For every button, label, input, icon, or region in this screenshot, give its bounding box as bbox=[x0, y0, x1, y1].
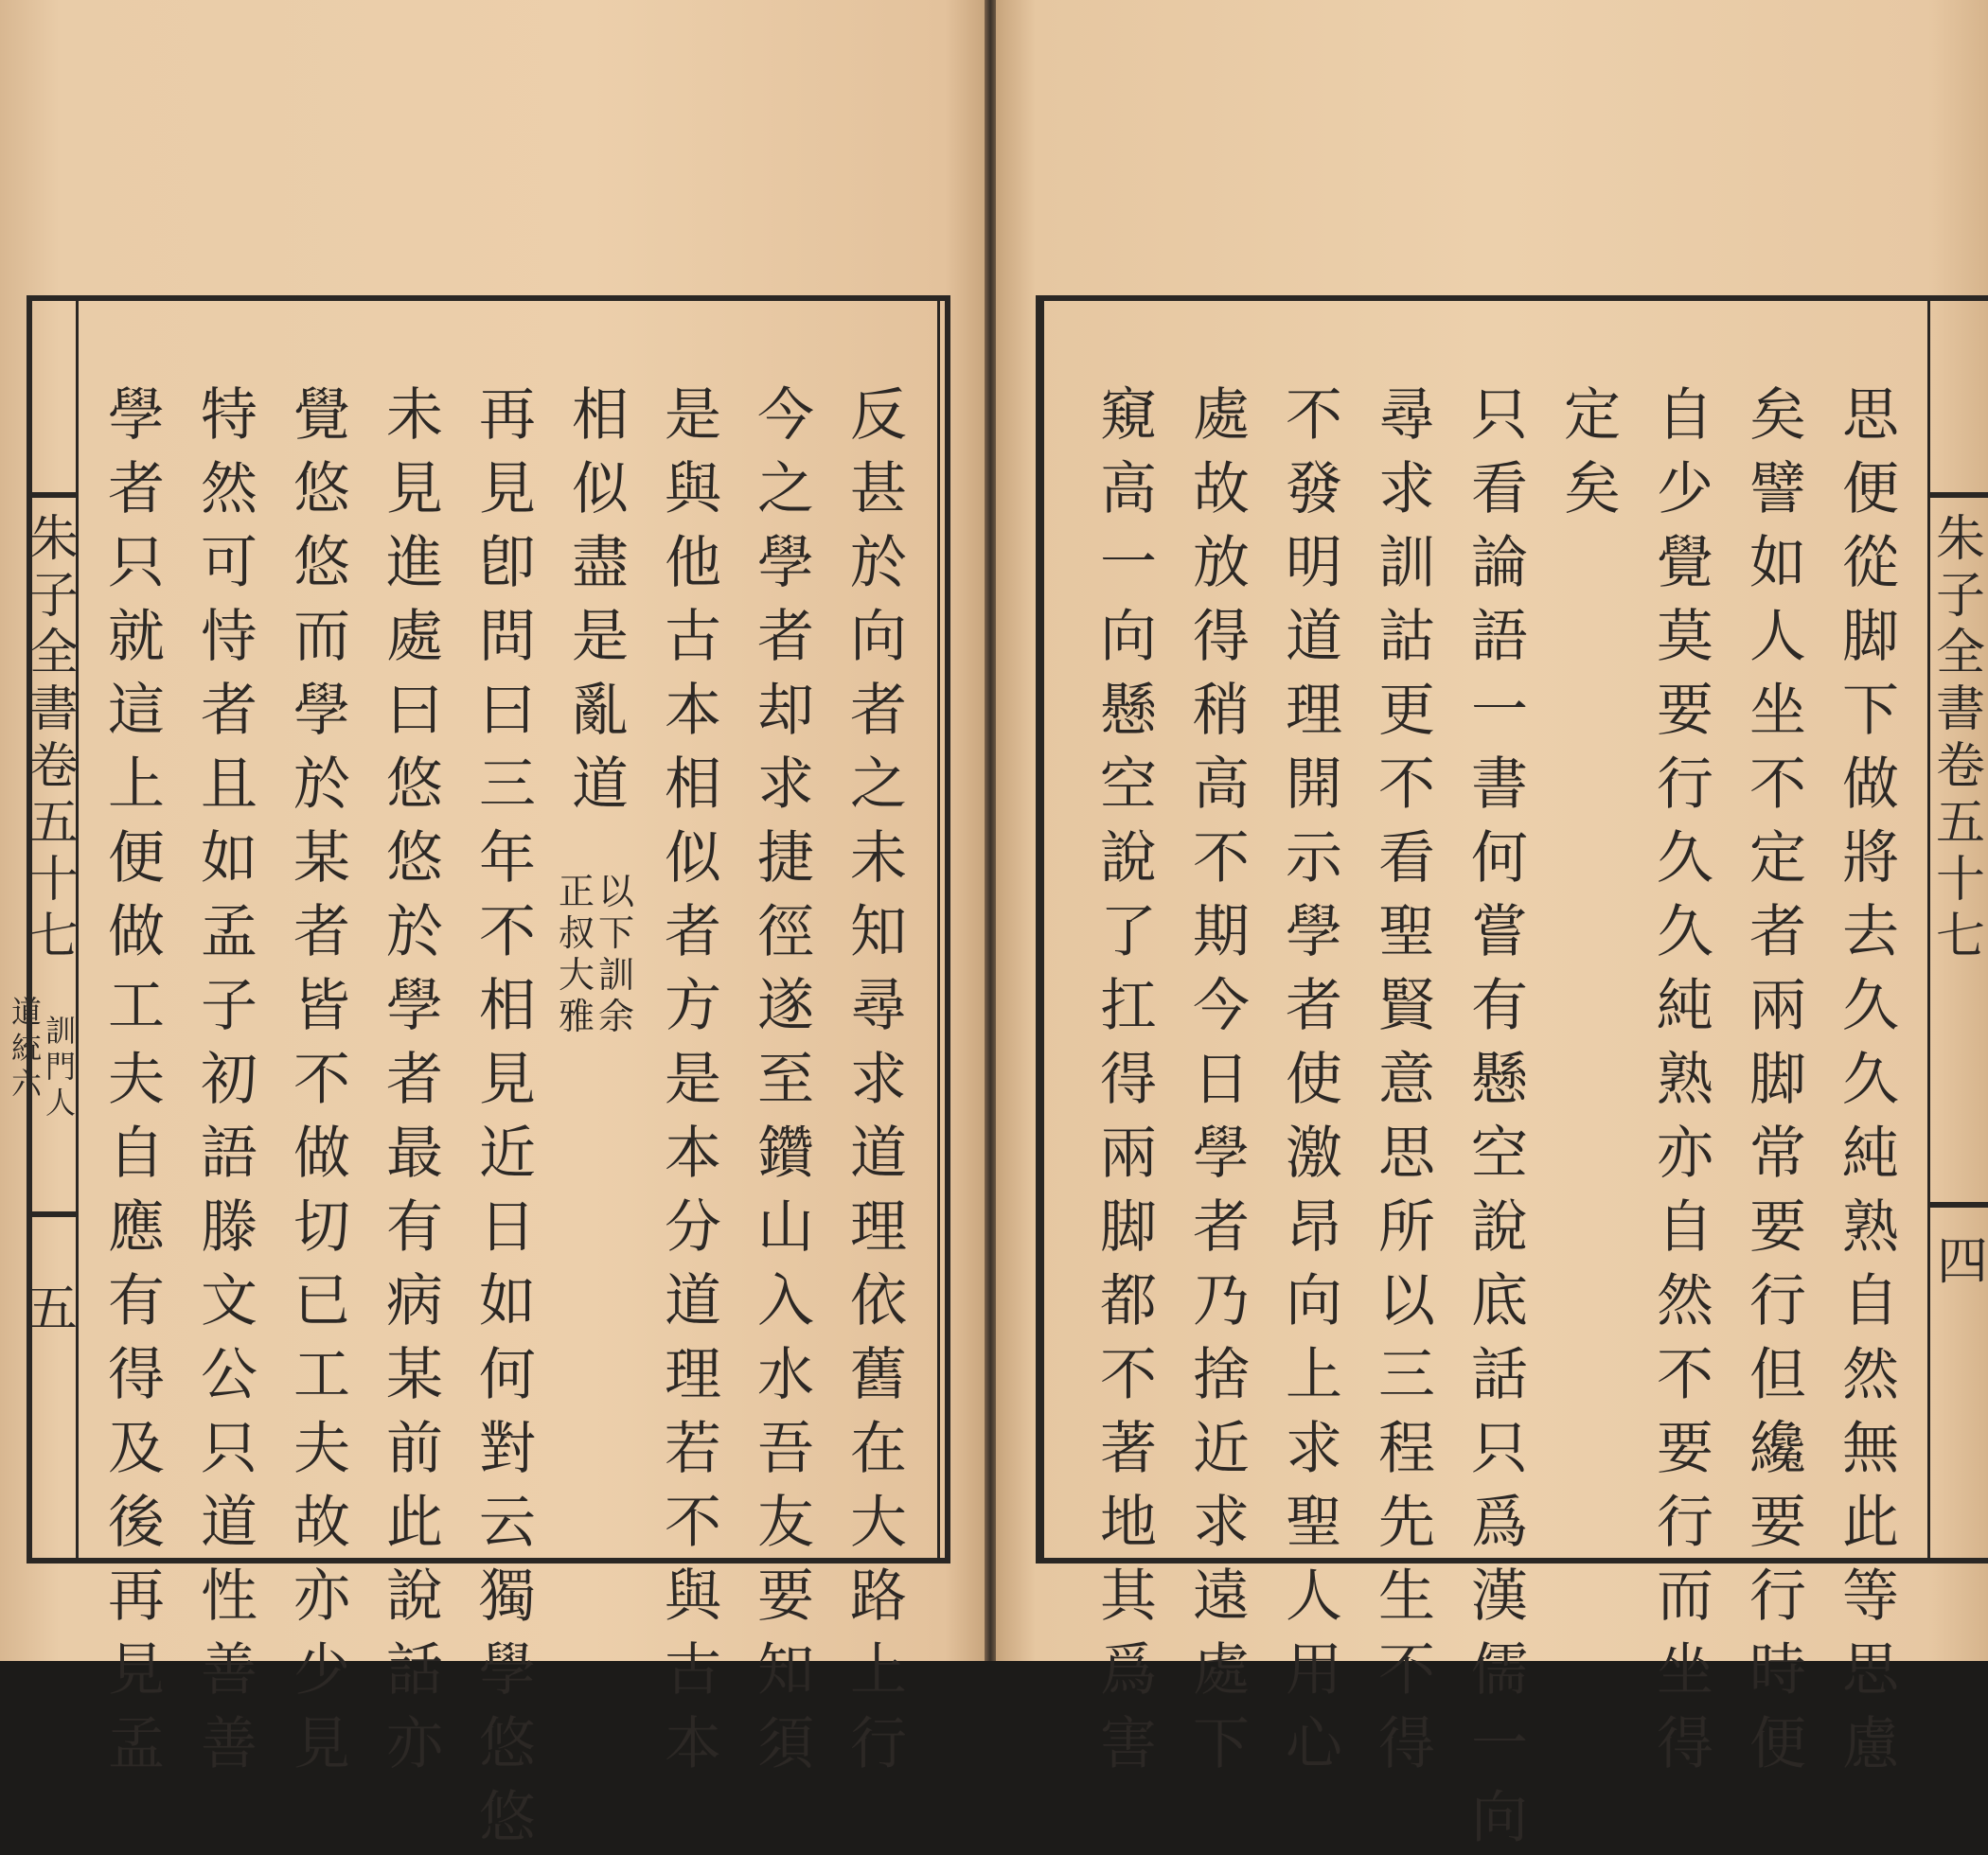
left-margin-section: 道 統 六 bbox=[10, 994, 42, 1102]
left-column-3: 是 與 他 古 本 相 似 者 方 是 本 分 道 理 若 不 與 古 本 bbox=[665, 382, 721, 1777]
left-column-4: 相 似 盡 是 亂 道 bbox=[572, 382, 629, 818]
right-fishtail-bar-top bbox=[1930, 492, 1988, 498]
right-folio: 四 bbox=[1937, 1231, 1988, 1291]
right-column-2: 矣 譬 如 人 坐 不 定 者 兩 脚 常 要 行 但 纔 要 行 時 便 bbox=[1749, 382, 1806, 1777]
right-column-7: 不 發 明 道 理 開 示 學 者 使 激 昂 向 上 求 聖 人 用 心 bbox=[1286, 382, 1342, 1777]
left-column-8: 特 然 可 恃 者 且 如 孟 子 初 語 滕 文 公 只 道 性 善 善 bbox=[201, 382, 257, 1777]
annotation-line-1: 以 下 訓 余 bbox=[598, 871, 635, 1037]
left-column-1: 反 甚 於 向 者 之 未 知 尋 求 道 理 依 舊 在 大 路 上 行 bbox=[850, 382, 907, 1777]
right-column-3: 自 少 覺 莫 要 行 久 久 純 熟 亦 自 然 不 要 行 而 坐 得 bbox=[1657, 382, 1713, 1777]
right-column-8: 處 故 放 得 稍 高 不 期 今 日 學 者 乃 捨 近 求 遠 處 下 bbox=[1193, 382, 1250, 1777]
right-column-5: 只 看 論 語 一 書 何 嘗 有 懸 空 說 底 話 只 爲 漢 儒 一 向 bbox=[1471, 382, 1528, 1851]
right-column-6: 尋 求 訓 詁 更 不 看 聖 賢 意 思 所 以 三 程 先 生 不 得 bbox=[1378, 382, 1435, 1777]
right-column-1: 思 便 從 脚 下 做 將 去 久 久 純 熟 自 然 無 此 等 思 慮 bbox=[1842, 382, 1899, 1777]
left-fishtail-bar-top bbox=[32, 492, 76, 498]
book-gutter bbox=[985, 0, 996, 1661]
left-inner-rule bbox=[937, 301, 940, 1558]
left-folio: 五 bbox=[27, 1279, 78, 1338]
left-column-6: 未 見 進 處 曰 悠 悠 於 學 者 最 有 病 某 前 此 說 話 亦 bbox=[386, 382, 443, 1777]
left-margin-title: 朱 子 全 書 卷 五 十 七 bbox=[29, 511, 80, 965]
right-column-9: 窺 高 一 向 懸 空 說 了 扛 得 兩 脚 都 不 著 地 其 爲 害 bbox=[1100, 382, 1157, 1777]
right-inner-rule bbox=[1041, 301, 1044, 1558]
right-fishtail-bar-bottom bbox=[1930, 1202, 1988, 1208]
right-column-4: 定 矣 bbox=[1564, 382, 1621, 522]
left-column-9: 學 者 只 就 這 上 便 做 工 夫 自 應 有 得 及 後 再 見 孟 bbox=[108, 382, 165, 1777]
right-margin-rule bbox=[1927, 301, 1930, 1558]
left-column-2: 今 之 學 者 却 求 捷 徑 遂 至 鑽 山 入 水 吾 友 要 知 須 bbox=[757, 382, 814, 1777]
left-column-7: 覺 悠 悠 而 學 於 某 者 皆 不 做 切 已 工 夫 故 亦 少 見 bbox=[293, 382, 350, 1777]
left-fishtail-bar-bottom bbox=[32, 1211, 76, 1217]
left-annotation-note bbox=[559, 871, 634, 1037]
left-margin-subsection: 訓 門 人 bbox=[44, 1013, 76, 1121]
right-margin-title: 朱 子 全 書 卷 五 十 七 bbox=[1935, 511, 1985, 965]
annotation-line-2: 正 叔 大 雅 bbox=[559, 871, 595, 1037]
left-column-5: 再 見 卽 問 曰 三 年 不 相 見 近 日 如 何 對 云 獨 學 悠 悠 bbox=[479, 382, 536, 1851]
